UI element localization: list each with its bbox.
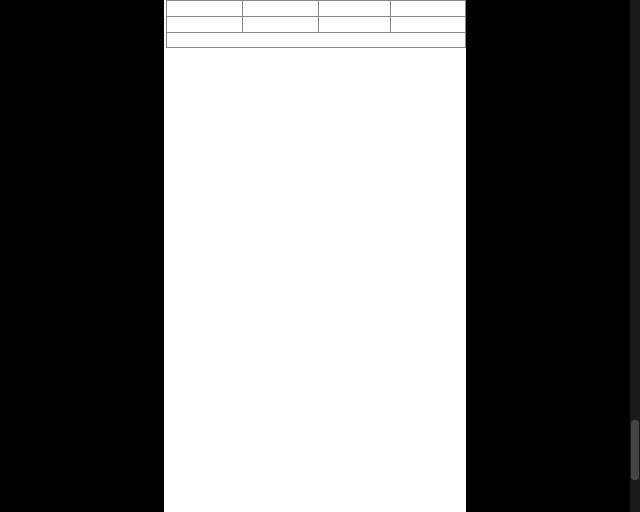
- interface-label: [167, 17, 243, 33]
- interface-category: [243, 17, 319, 33]
- notes-row: [167, 33, 466, 48]
- left-background: [0, 0, 164, 512]
- vertical-scrollbar[interactable]: [630, 0, 640, 512]
- interface-required: [319, 1, 391, 17]
- interface-type: [391, 1, 466, 17]
- interface-label: [167, 1, 243, 17]
- interface-type: [391, 17, 466, 33]
- interface-module-row-1: [167, 1, 466, 17]
- wiring-table: [166, 0, 466, 48]
- notes-text: [167, 33, 466, 48]
- interface-module-row-2: [167, 17, 466, 33]
- interface-required: [319, 17, 391, 33]
- wiring-document: [164, 0, 466, 512]
- interface-category: [243, 1, 319, 17]
- scrollbar-thumb[interactable]: [631, 420, 639, 480]
